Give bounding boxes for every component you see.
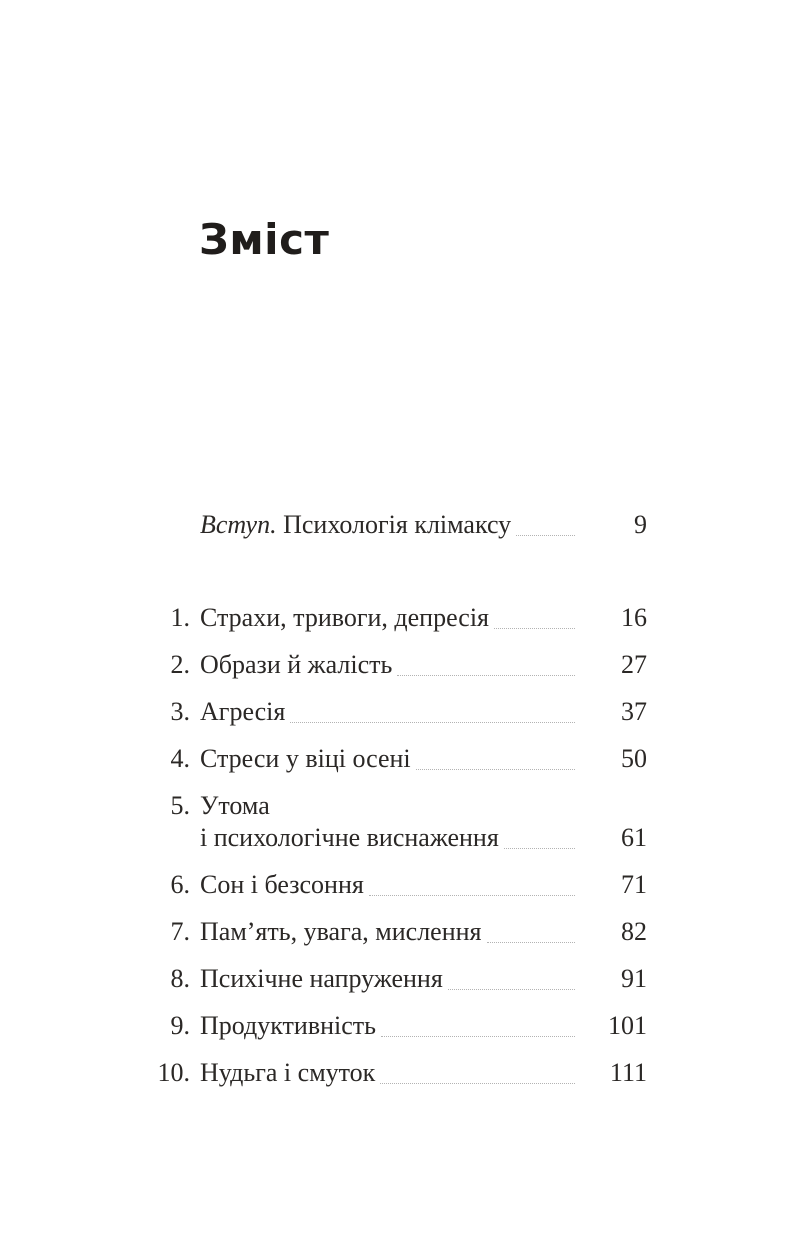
dotted-leader (380, 1083, 575, 1084)
toc-entry-number: 9. (170, 1011, 190, 1040)
dotted-leader (494, 628, 575, 629)
dotted-leader (381, 1036, 575, 1037)
toc-intro-page-number: 9 (634, 510, 647, 539)
toc-entry-number: 7. (170, 917, 190, 946)
dotted-leader (416, 769, 575, 770)
toc-entry-title-line: Утома (200, 791, 270, 820)
toc-entry-body (200, 790, 647, 854)
toc-entry-row (150, 858, 647, 905)
toc-entry-row (150, 732, 647, 779)
dotted-leader (448, 989, 575, 990)
toc-entry-number: 1. (170, 603, 190, 632)
toc-entry-title: Продуктивність (200, 1011, 376, 1040)
toc-entry-number: 5. (170, 791, 190, 820)
dotted-leader (369, 895, 575, 896)
dotted-leader (487, 942, 576, 943)
toc-entry-title: Нудьга і смуток (200, 1058, 376, 1087)
toc-entry-body (200, 869, 647, 901)
dotted-leader (516, 535, 575, 536)
toc-entry-body (200, 743, 647, 775)
toc-entry-body (200, 1057, 647, 1089)
toc-entry-list (150, 591, 647, 1093)
toc-entry-body (200, 1010, 647, 1042)
dotted-leader (504, 848, 575, 849)
toc-entry-body (200, 916, 647, 948)
toc-entry-number: 10. (157, 1058, 190, 1087)
toc-entry-row (150, 1046, 647, 1093)
toc-entry-title: Сон і безсоння (200, 870, 364, 899)
toc-intro-label-italic: Вступ. (200, 510, 277, 539)
toc-entry-page-number: 71 (621, 870, 647, 899)
toc-intro-title-text: Психологія клімаксу (283, 510, 512, 539)
toc-entry-title: Агресія (200, 697, 286, 726)
table-of-contents (150, 498, 647, 1093)
toc-entry-title: Стреси у віці осені (200, 744, 411, 773)
toc-intro-title (200, 509, 511, 541)
toc-entry-page-number: 82 (621, 917, 647, 946)
toc-entry-number: 4. (170, 744, 190, 773)
toc-entry-row (150, 591, 647, 638)
toc-entry-page-number: 16 (621, 603, 647, 632)
toc-entry-page-number: 50 (621, 744, 647, 773)
toc-entry-body (200, 963, 647, 995)
toc-entry-number: 3. (170, 697, 190, 726)
toc-intro-row (150, 498, 647, 545)
toc-entry-row (150, 999, 647, 1046)
toc-entry-page-number: 27 (621, 650, 647, 679)
toc-entry-title: Страхи, тривоги, депресія (200, 603, 489, 632)
toc-entry-row (150, 638, 647, 685)
toc-entry-page-number: 61 (621, 823, 647, 852)
toc-entry-body (200, 696, 647, 728)
toc-entry-title: Пам’ять, увага, мислення (200, 917, 482, 946)
toc-entry-row (150, 779, 647, 858)
dotted-leader (397, 675, 575, 676)
toc-entry-body (200, 602, 647, 634)
toc-entry-page-number: 37 (621, 697, 647, 726)
toc-entry-number: 8. (170, 964, 190, 993)
page-title: Зміст (199, 215, 330, 264)
toc-entry-row (150, 685, 647, 732)
toc-entry-page-number: 91 (621, 964, 647, 993)
dotted-leader (290, 722, 575, 723)
toc-entry-page-number: 111 (609, 1058, 647, 1087)
toc-entry-title: і психологічне виснаження (200, 823, 499, 852)
toc-entry-row (150, 952, 647, 999)
toc-entry-body (200, 649, 647, 681)
toc-intro-body (200, 509, 647, 541)
toc-entry-page-number: 101 (608, 1011, 647, 1040)
toc-entry-title: Образи й жалість (200, 650, 393, 679)
toc-entry-title: Психічне напруження (200, 964, 443, 993)
toc-entry-row (150, 905, 647, 952)
toc-entry-number: 2. (170, 650, 190, 679)
toc-entry-number: 6. (170, 870, 190, 899)
